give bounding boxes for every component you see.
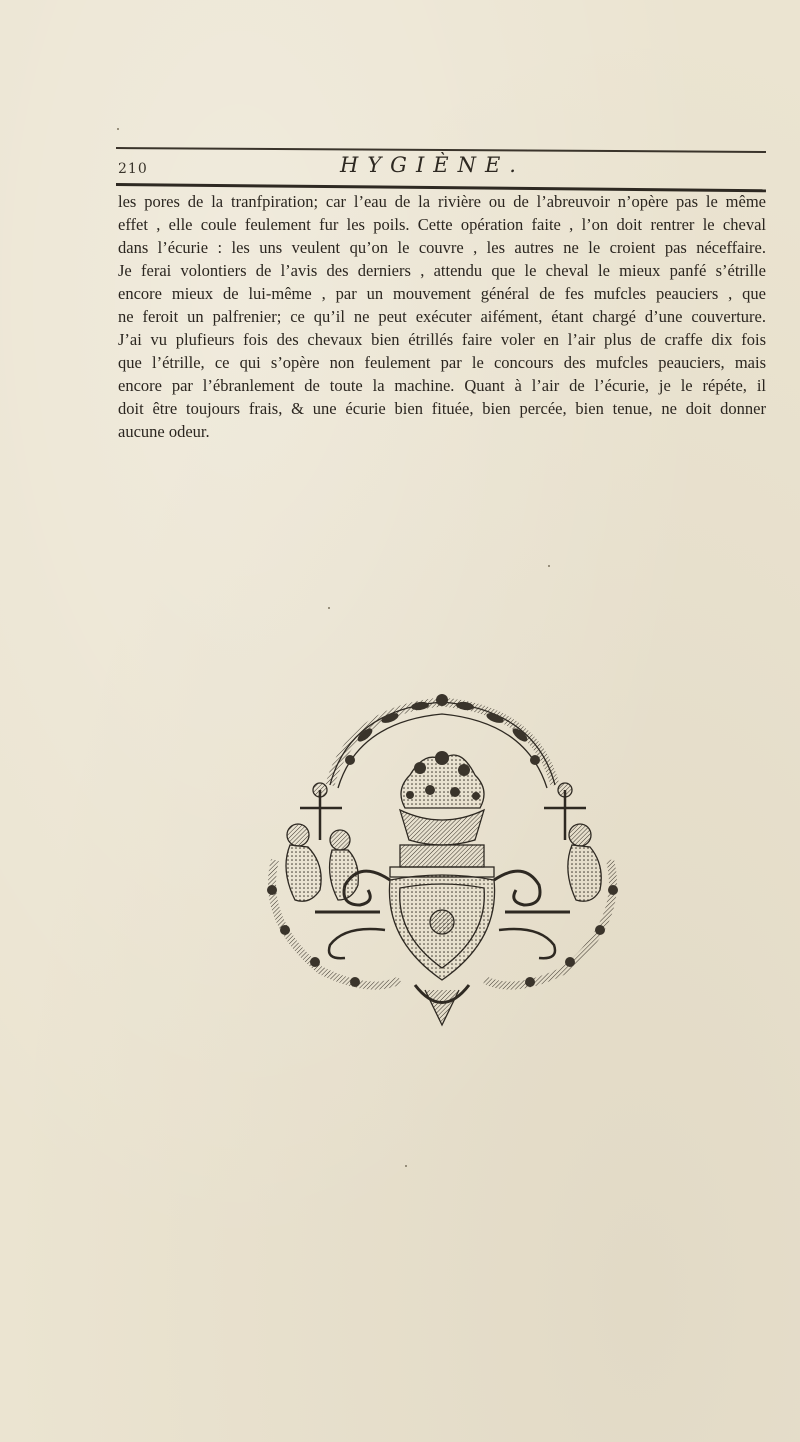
text-line: que l’étrille, ce qui s’opère non feulement par le concours des mufcles peauciers, mais [118,353,766,372]
running-title: HYGIÈNE. [340,153,525,177]
text-line: aucune odeur. [118,422,210,441]
floral-vignette-icon [250,690,635,1030]
page-number: 210 [118,161,148,177]
body-paragraph [118,190,766,443]
paper-speck [548,565,550,567]
text-line: encore mieux de lui-même , par un mouvement général de fes mufcles peauciers , que [118,284,766,303]
paper-speck [405,1165,407,1167]
text-line: effet , elle coule feulement fur les poils. Cette opération faite , l’on doit rentrer le cheval [118,215,766,234]
paper-speck [328,607,330,609]
text-line: dans l’écurie : les uns veulent qu’on le couvre , les autres ne le croient pas néceffaire. [118,238,766,257]
text-line: les pores de la tranfpiration; car l’eau de la rivière ou de l’abreuvoir n’opère pas le même [118,192,766,211]
text-line: J’ai vu plufieurs fois des chevaux bien étrillés faire voler en l’air plus de craffe dix fois [118,330,766,349]
text-line: doit être toujours frais, & une écurie bien fituée, bien percée, bien tenue, ne doit donner [118,399,766,418]
text-line: Je ferai volontiers de l’avis des derniers , attendu que le cheval le mieux panfé s’étrille [118,261,766,280]
text-line: encore par l’ébranlement de toute la machine. Quant à l’air de l’écurie, je le répéte, il [118,376,766,395]
text-line: ne feroit un palfrenier; ce qu’il ne peut exécuter aifément, étant chargé d’une couverture. [118,307,766,326]
paper-speck [117,128,119,130]
